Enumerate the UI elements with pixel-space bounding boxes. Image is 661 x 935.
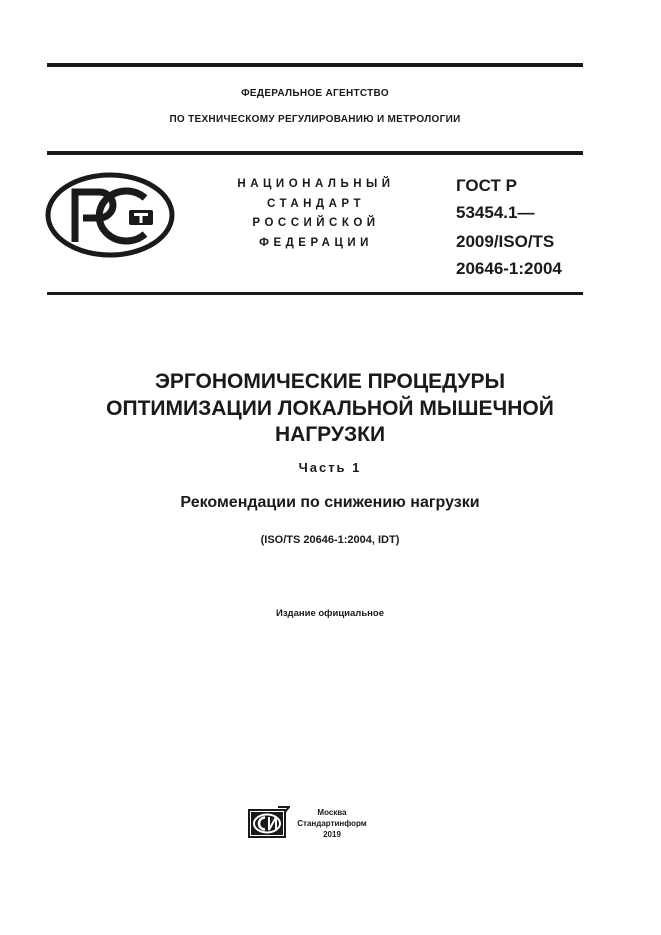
publisher-name: Стандартинформ (297, 819, 367, 828)
agency-line-2: ПО ТЕХНИЧЕСКОМУ РЕГУЛИРОВАНИЮ И МЕТРОЛОГИИ (169, 114, 461, 125)
standard-kind-line-3: РОССИЙСКОЙ (252, 217, 380, 229)
document-subtitle: Рекомендации по снижению нагрузки (180, 494, 480, 511)
standard-kind-line-1: НАЦИОНАЛЬНЫЙ (237, 178, 395, 190)
designation-line-2: 53454.1— (456, 203, 535, 222)
publication-year: 2019 (323, 830, 341, 839)
edition-note: Издание официальное (276, 608, 384, 619)
designation-line-3: 2009/ISO/TS (456, 232, 555, 251)
document-title-line-2: ОПТИМИЗАЦИИ ЛОКАЛЬНОЙ МЫШЕЧНОЙ (106, 397, 554, 420)
designation-line-1: ГОСТ Р (456, 176, 517, 195)
header-rule (47, 151, 583, 155)
rst-conformity-mark-icon (45, 172, 175, 258)
standartinform-logo-icon (248, 806, 290, 838)
agency-line-1: ФЕДЕРАЛЬНОЕ АГЕНТСТВО (241, 88, 389, 99)
standard-kind-line-4: ФЕДЕРАЦИИ (259, 237, 373, 249)
document-title-line-1: ЭРГОНОМИЧЕСКИЕ ПРОЦЕДУРЫ (154, 370, 506, 393)
bottom-rule (47, 292, 583, 295)
designation-line-4: 20646-1:2004 (456, 259, 562, 278)
standard-kind-line-2: СТАНДАРТ (267, 198, 365, 210)
top-rule (47, 63, 583, 67)
document-title-line-3: НАГРУЗКИ (274, 423, 386, 446)
part-number: Часть 1 (298, 460, 362, 475)
idt-reference: (ISO/TS 20646-1:2004, IDT) (260, 534, 400, 546)
publisher-city: Москва (317, 808, 347, 817)
